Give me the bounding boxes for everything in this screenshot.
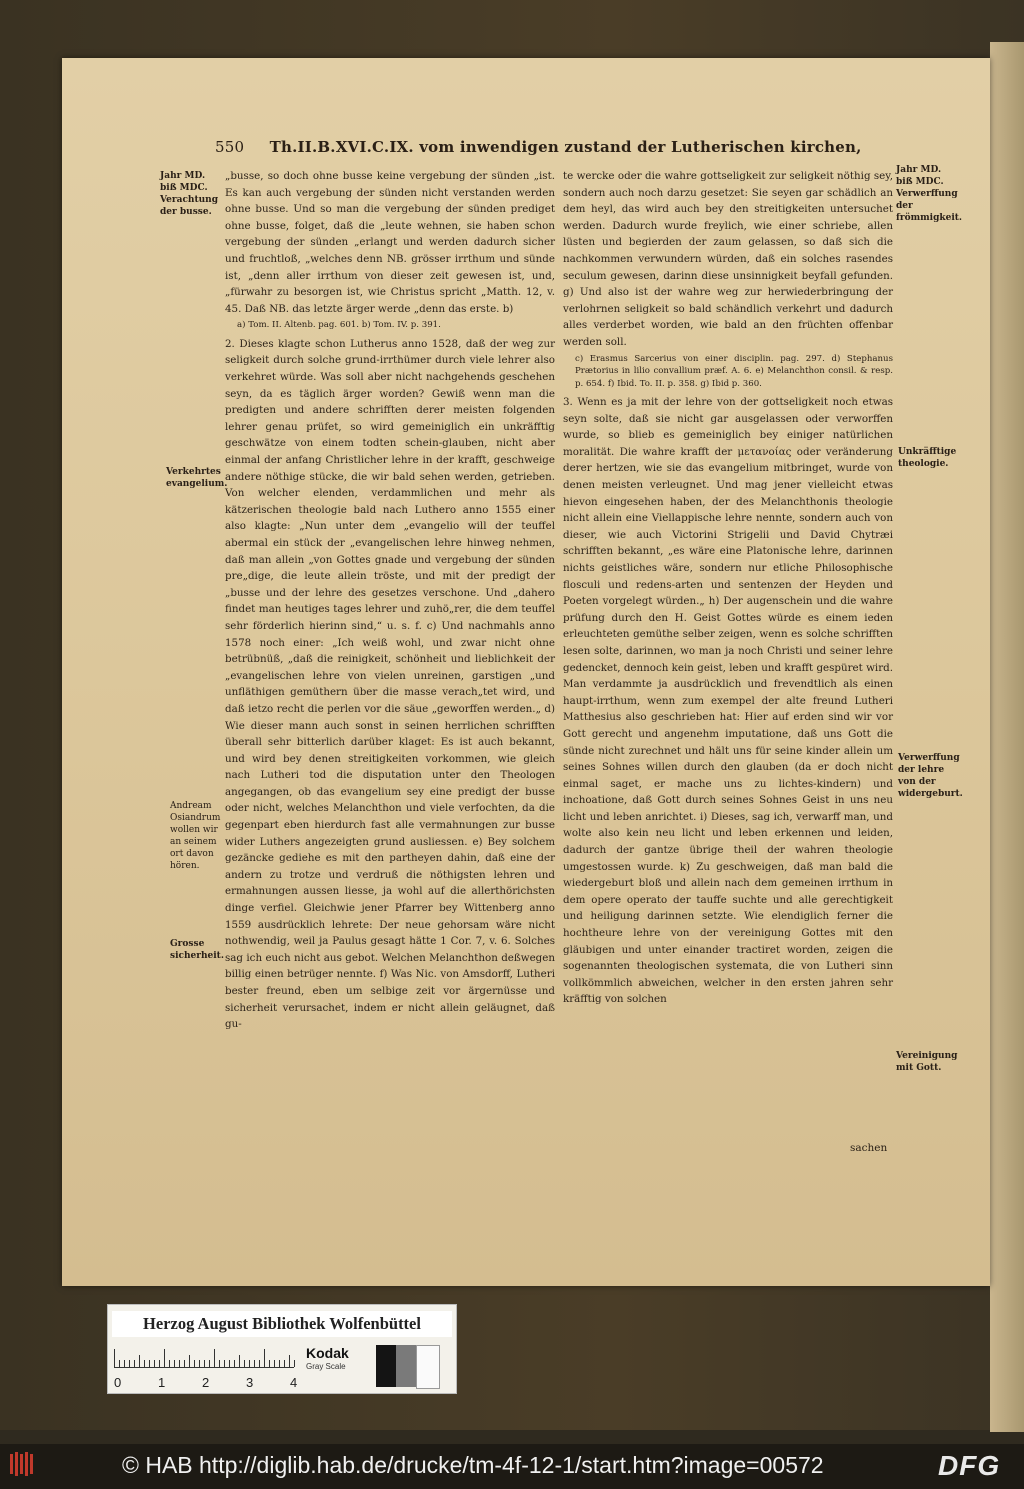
margin-note-left-4: Grosse sicherheit.	[170, 939, 224, 961]
ruler-tick	[269, 1360, 270, 1367]
left-footnote: a) Tom. II. Altenb. pag. 601. b) Tom. IV. p. 391.	[237, 320, 441, 331]
dfg-logo: DFG	[938, 1450, 1001, 1481]
ruler-tick	[124, 1360, 125, 1367]
scale-ruler	[114, 1347, 294, 1368]
ruler-tick	[134, 1360, 135, 1367]
ruler-tick	[169, 1360, 170, 1367]
ruler-tick	[214, 1349, 215, 1367]
library-label: Herzog August Bibliothek Wolfenbüttel	[112, 1311, 452, 1337]
ruler-tick	[249, 1360, 250, 1367]
ruler-tick	[154, 1360, 155, 1367]
margin-note-right-2: Unkräfftige theologie.	[898, 447, 957, 469]
gray-patch-white	[416, 1345, 440, 1389]
margin-note-left-3: Andream Osiandrum wollen wir an seinem ort davon hören.	[170, 801, 221, 871]
gray-patch-mid	[396, 1345, 416, 1387]
catchword: sachen	[850, 1142, 888, 1154]
kodak-brand: Kodak	[306, 1345, 349, 1361]
ruler-tick	[199, 1360, 200, 1367]
ruler-tick	[159, 1360, 160, 1367]
ruler-tick	[179, 1360, 180, 1367]
ruler-number: 0	[114, 1375, 122, 1390]
kodak-label	[306, 1345, 374, 1377]
left-column	[225, 168, 555, 1034]
hab-logo-icon	[8, 1450, 38, 1478]
ruler-tick	[289, 1355, 290, 1367]
ruler-tick	[204, 1360, 205, 1367]
right-paragraph-2: 3. Wenn es ja mit der lehre von der gottseligkeit noch etwas seyn solte, daß sie nicht gar ausgelassen oder verworffen wurde, so blieb es gemeiniglich bey einiger natürlichen moralität. Die wahre krafft der μετανοίας oder veränderung derer hertzen, wie sie das evangelium mitbringet, wurde von denen meisten verleugnet. Und mag jener vielleicht etwas hievon eingesehen haben, der des Melanchthonis theologie nicht allein eine Viellappische lehre nennte, sondern auch von dieser, wie auch Victorini Strigelii und David Chytræi schrifften bekannt, „es wäre eine Platonische lehre, darinnen nichts geistliches wäre, sondern nur etliche Philosophische flosculi und redens-arten und sentenzen der Heyden und Poeten vorgelegt würden.„ h) Der augenschein und die wahre prüfung durch den H. Geist Gottes würde es einem ieden erleuchteten gemüthe selber zeigen, wenn es solche schrifften lesen solte, darinnen, wo man ja noch Christi und seiner lehre gedencket, dennoch kein geist, leben und krafft gespüret wird. Man verdammte ja ausdrücklich und frevendtlich als einen haupt-irrthum, wenn zum exempel der alte freund Lutheri Matthesius also geschrieben hat: Hier auf erden sind wir vor Gott gerecht und angenehm imputatione, daß uns Gott die sünde nicht zurechnet und hält uns für seine kinder allein um seines Sohnes willen durch den glauben (da er doch nicht einmal saget, er mache uns zu lichtes-kindern) und inchoatione, daß Gott durch seines Sohnes Geist in uns neu licht und leben anrichtet. i) Dieses, sag ich, verwarff man, und wolte also kein neu licht und leben erkennen und leiden, dadurch der gantze übrige theil der wahren theologie umgestossen wurde. k) Zu geschweigen, daß man bald die wiedergeburt bloß und allein nach dem gemeinen irrthum in dem opere operato der tauffe suchte und alle gerechtigkeit und heiligung darinnen setzte. Wie elendiglich ferner die hochtheure lehre von der vereinigung Gottes mit den gläubigen und unter einander tractiret worden, zeigen die sogenannten theologischen systemata, die von Lutheri sinn vollkömmlich abweichen, welcher in den ersten jahren sehr kräfftig von solchen	[563, 396, 893, 1006]
ruler-tick	[244, 1360, 245, 1367]
right-column	[563, 168, 893, 1009]
ruler-tick	[264, 1349, 265, 1367]
ruler-tick	[184, 1360, 185, 1367]
left-paragraph-2: 2. Dieses klagte schon Lutherus anno 1528, daß der weg zur seligkeit durch solche grund-irrthümer durch viele lehrer also verkehret würde. Was soll aber nicht nachgehends geschehen seyn, da es täglich ärger worden? Gewiß wenn man die predigten und andere schrifften derer meisten folgenden lehrer genau prüfet, so wird gemeiniglich ein unkräfftig geschwätze von einem todten schein-glauben, nicht aber einmal der anfang Christlicher lehre in der krafft, geschweige andere nöthige stücke, die wir bald sehen werden, getrieben. Von welcher elenden, verdammlichen und mehr als kätzerischen theologie bald nach Luthero anno 1555 einer also klagte: „Nun unter dem „evangelio will der teuffel abermal ein stück der „evangelischen lehre hinweg nehmen, daß man allein „von Gottes gnade und vergebung der sünden pre„dige, die leute allein tröste, und mit der predigt der „busse und der lehre des gesetzes verschone. Und „dahero findet man heutiges tages lehrer und zuhö„rer, die dem teuffel sehr förderlich hierinn sind,“ u. s. f. c) Und nachmahls anno 1578 noch einer: „Ich weiß wohl, und zwar nicht ohne betrübnüß, „daß die reinigkeit, schönheit und lieblichkeit der „evangelischen lehre von vielen unreinen, garstigen „und unfläthigen gemüthern über die masse verach„tet wird, und daß ietzo recht die perlen vor die säue „geworffen werden.„ d) Wie dieser mann auch sonst in seinen herrlichen schrifften überall sehr bitterlich darüber klaget: Es ist auch bekannt, und wird bey denen streitigkeiten vorkommen, wie gleich nach Lutheri tod die disputation unter den Theologen angegangen, ob das evangelium sey eine predigt der busse oder nicht, welches Melanchthon und viele verfochten, da die gegenpart eben hierdurch fast alle vermahnungen zur busse wider Luthers angezeigten grund ausliessen. e) Bey solchem gezäncke gediehe es mit den partheyen dahin, daß eine der andern zu trotze und verdruß die nöthigsten lehren und ermahnungen aussen liesse, ja wohl auf die allerthörichsten dinge verfiel. Gleichwie jener Pfarrer bey Wittenberg anno 1559 ausdrücklich lehrete: Der neue gehorsam wäre nicht nothwendig, weil ja Paulus gesagt hätte 1 Cor. 7, v. 6. Solches sag ich euch nicht aus gebot. Welchen Melanchthon deßwegen billig einen betrüger nennte. f) Was Nic. von Amsdorff, Lutheri bester freund, eben um selbige zeit vor ärgernüsse und sicherheit verursachet, indem er nicht allein geläugnet, daß gu-	[225, 337, 555, 1031]
ruler-tick	[209, 1360, 210, 1367]
ruler-numbers	[110, 1375, 310, 1391]
ruler-tick	[224, 1360, 225, 1367]
ruler-tick	[274, 1360, 275, 1367]
ruler-number: 3	[246, 1375, 254, 1390]
ruler-tick	[174, 1360, 175, 1367]
ruler-tick	[284, 1360, 285, 1367]
ruler-tick	[194, 1360, 195, 1367]
running-title: Th.II.B.XVI.C.IX. vom inwendigen zustand der Lutherischen kirchen,	[269, 138, 862, 156]
margin-note-right-4: Vereinigung mit Gott.	[896, 1051, 958, 1073]
ruler-number: 2	[202, 1375, 210, 1390]
margin-note-right-3: Verwerffung der lehre von der widergeburt.	[898, 753, 963, 799]
copyright-url[interactable]: © HAB http://diglib.hab.de/drucke/tm-4f-12-1/start.htm?image=00572	[122, 1452, 824, 1478]
ruler-tick	[129, 1360, 130, 1367]
ruler-tick	[189, 1355, 190, 1367]
gray-scale-label: Gray Scale	[306, 1362, 346, 1371]
running-head	[215, 138, 862, 156]
ruler-tick	[279, 1360, 280, 1367]
margin-note-left-1: Jahr MD. biß MDC. Verachtung der busse.	[160, 171, 219, 217]
ruler-number: 4	[290, 1375, 298, 1390]
ruler-tick	[294, 1360, 295, 1367]
facing-page-edge	[990, 42, 1024, 1432]
margin-note-right-1: Jahr MD. biß MDC. Verwerffung der frömmigkeit.	[896, 165, 963, 223]
color-target-card	[107, 1304, 457, 1394]
ruler-number: 1	[158, 1375, 166, 1390]
ruler-tick	[139, 1355, 140, 1367]
ruler-tick	[119, 1360, 120, 1367]
ruler-tick	[229, 1360, 230, 1367]
page-number: 550	[215, 138, 245, 156]
gray-patch-black	[376, 1345, 396, 1387]
right-paragraph-1: te wercke oder die wahre gottseligkeit zur seligkeit nöthig sey, sondern auch noch darzu gesetzet: Sie seyen gar schädlich an dem heyl, das wird auch bey den streitigkeiten untersuchet werden. Dadurch wurde freylich, wie einer schriebe, allen lüsten und begierden der zaum gelassen, so daß sich die nachkommen verwundern würden, daß ein solches rasendes seculum gewesen, darinn diese unsinnigkeit beyfall gefunden. g) Und also ist der wahre weg zur herwiederbringung der verlohrnen seligkeit so bald schändlich verkehrt und dadurch alles verderbet worden, wie bald an den früchten offenbar werden soll.	[563, 170, 893, 348]
ruler-tick	[114, 1349, 115, 1367]
ruler-tick	[144, 1360, 145, 1367]
ruler-tick	[234, 1360, 235, 1367]
ruler-tick	[239, 1355, 240, 1367]
ruler-tick	[149, 1360, 150, 1367]
ruler-tick	[164, 1349, 165, 1367]
right-footnote: c) Erasmus Sarcerius von einer disciplin. pag. 297. d) Stephanus Prætorius in lilio convallium præf. A. 6. e) Melanchthon consil. & resp. p. 654. f) Ibid. To. II. p. 358. g) Ibid p. 360.	[575, 353, 893, 389]
ruler-tick	[259, 1360, 260, 1367]
ruler-tick	[219, 1360, 220, 1367]
ruler-tick	[254, 1360, 255, 1367]
left-paragraph-1: „busse, so doch ohne busse keine vergebung der sünden „ist. Es kan auch vergebung der sünden nicht verstanden werden ohne busse. Und so man die vergebung der sünden prediget ohne busse, folget, daß die „leute wehnen, sie haben schon vergebung der sünden „erlangt und werden dadurch sicher und fruchtloß, „welches denn NB. grösser irrthum und sünde ist, „denn aller irrthum von dieser zeit gewesen ist, und, „fürwahr zu besorgen ist, wie Christus spricht „Matth. 12, v. 45. Daß NB. das letzte ärger werde „denn das erste. b)	[225, 170, 555, 315]
margin-note-left-2: Verkehrtes evangelium.	[166, 467, 228, 489]
